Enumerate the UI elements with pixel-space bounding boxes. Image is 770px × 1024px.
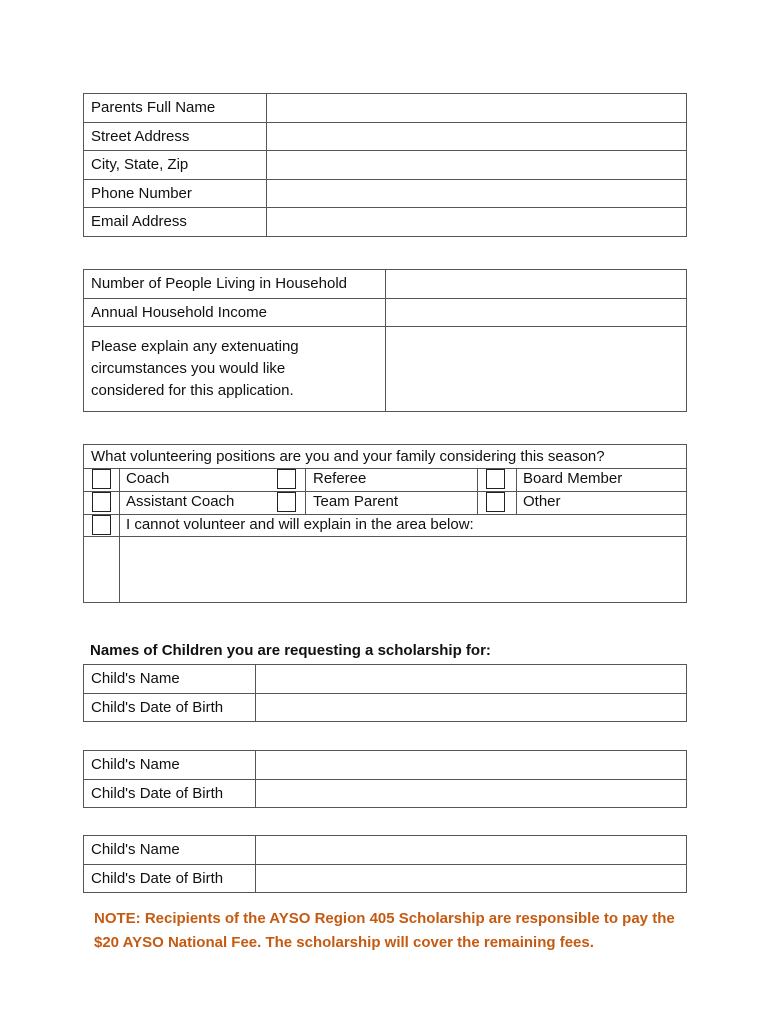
- parents-full-name-label: Parents Full Name: [84, 94, 267, 123]
- assistant-coach-checkbox[interactable]: [92, 492, 111, 512]
- email-address-label: Email Address: [84, 208, 267, 237]
- child-1-dob-field[interactable]: [256, 694, 687, 722]
- child-1-name-field[interactable]: [256, 665, 687, 694]
- volunteer-question: What volunteering positions are you and your family considering this season?: [91, 448, 605, 465]
- coach-label: Coach: [126, 470, 170, 487]
- household-people-field[interactable]: [386, 270, 687, 299]
- phone-number-label: Phone Number: [84, 180, 267, 208]
- referee-checkbox[interactable]: [277, 469, 296, 489]
- coach-checkbox[interactable]: [92, 469, 111, 489]
- other-label: Other: [523, 493, 561, 510]
- child-name-label: Child's Name: [84, 751, 256, 780]
- child-dob-label: Child's Date of Birth: [84, 780, 256, 808]
- child-name-label: Child's Name: [84, 836, 256, 865]
- child-3-dob-field[interactable]: [256, 865, 687, 893]
- cannot-volunteer-label: I cannot volunteer and will explain in the area below:: [126, 516, 474, 533]
- extenuating-circumstances-label: [84, 327, 386, 412]
- child-name-label: Child's Name: [84, 665, 256, 694]
- city-state-zip-label: City, State, Zip: [84, 151, 267, 180]
- divider: [305, 468, 306, 514]
- explain-line-3: considered for this application.: [91, 382, 294, 399]
- child-dob-label: Child's Date of Birth: [84, 865, 256, 893]
- explain-line-1: Please explain any extenuating: [91, 338, 299, 355]
- child-3-table: [83, 835, 687, 893]
- household-income-field[interactable]: [386, 299, 687, 327]
- child-2-dob-field[interactable]: [256, 780, 687, 808]
- board-member-label: Board Member: [523, 470, 623, 487]
- scholarship-note: [94, 907, 694, 955]
- child-2-table: [83, 750, 687, 808]
- other-checkbox[interactable]: [486, 492, 505, 512]
- child-dob-label: Child's Date of Birth: [84, 694, 256, 722]
- child-2-name-field[interactable]: [256, 751, 687, 780]
- team-parent-checkbox[interactable]: [277, 492, 296, 512]
- note-line-1: NOTE: Recipients of the AYSO Region 405 Scholarship are responsible to pay the: [94, 910, 675, 927]
- extenuating-circumstances-field[interactable]: [386, 327, 687, 412]
- assistant-coach-label: Assistant Coach: [126, 493, 235, 510]
- note-line-2: $20 AYSO National Fee. The scholarship will cover the remaining fees.: [94, 934, 594, 951]
- team-parent-label: Team Parent: [313, 493, 399, 510]
- divider: [477, 468, 478, 514]
- child-1-table: [83, 664, 687, 722]
- email-address-field[interactable]: [267, 208, 687, 237]
- divider: [516, 468, 517, 514]
- household-income-label: Annual Household Income: [84, 299, 386, 327]
- volunteer-explanation-field[interactable]: [120, 537, 686, 602]
- phone-number-field[interactable]: [267, 180, 687, 208]
- referee-label: Referee: [313, 470, 367, 487]
- children-heading: Names of Children you are requesting a scholarship for:: [90, 642, 491, 659]
- cannot-volunteer-checkbox[interactable]: [92, 515, 111, 535]
- board-member-checkbox[interactable]: [486, 469, 505, 489]
- street-address-label: Street Address: [84, 123, 267, 151]
- explain-line-2: circumstances you would like: [91, 360, 286, 377]
- household-people-label: Number of People Living in Household: [84, 270, 386, 299]
- volunteer-section: [83, 444, 687, 603]
- parent-info-table: [83, 93, 687, 237]
- parents-full-name-field[interactable]: [267, 94, 687, 123]
- household-table: [83, 269, 687, 412]
- child-3-name-field[interactable]: [256, 836, 687, 865]
- city-state-zip-field[interactable]: [267, 151, 687, 180]
- street-address-field[interactable]: [267, 123, 687, 151]
